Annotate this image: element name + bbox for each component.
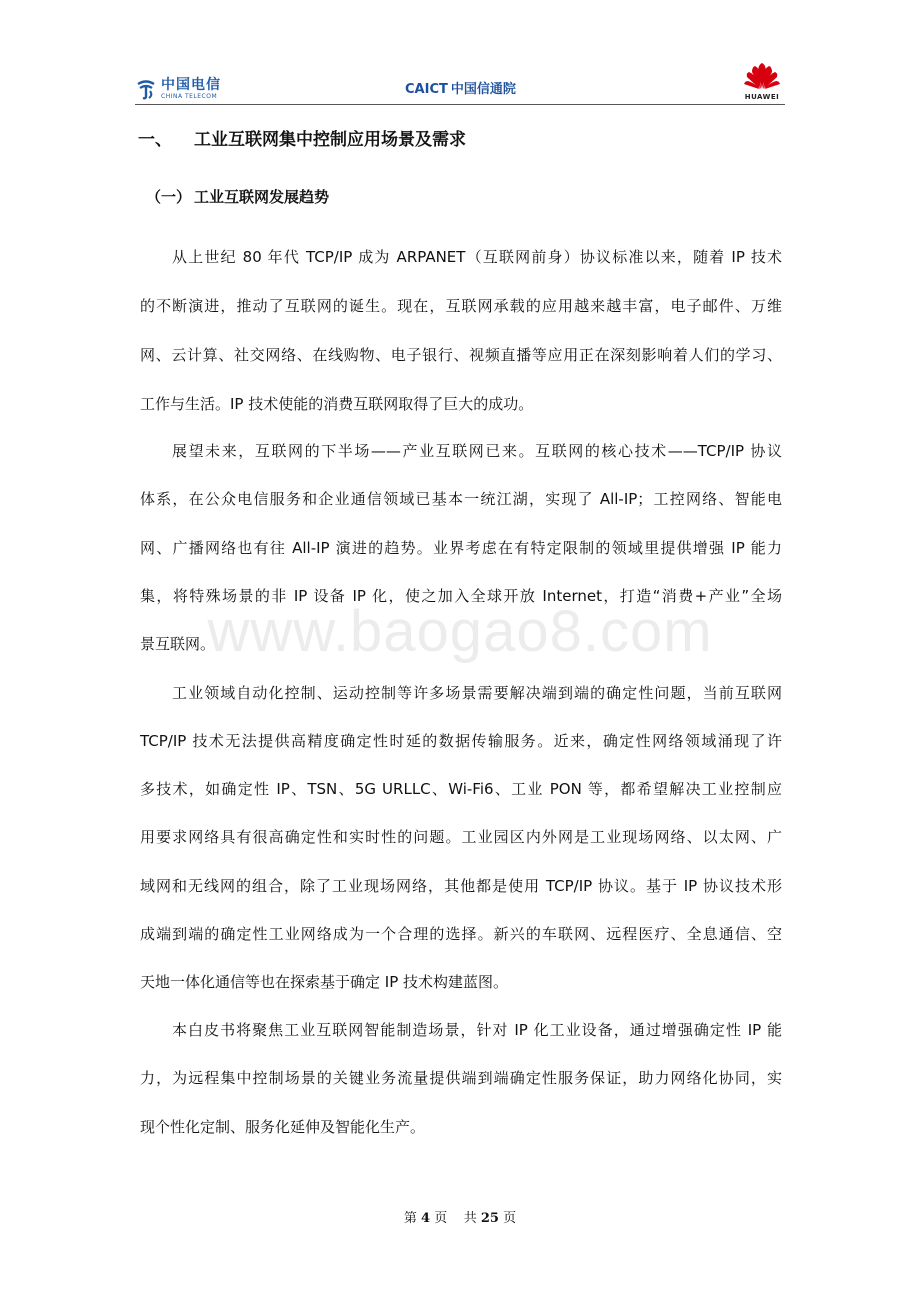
total-prefix: 共 <box>463 1211 477 1226</box>
paragraph-4-line: 现个性化定制、服务化延伸及智能化生产。 <box>140 1118 426 1136</box>
paragraph-3-line: 天地一体化通信等也在探索基于确定 IP 技术构建蓝图。 <box>140 973 509 991</box>
china-telecom-logo <box>135 76 221 102</box>
paragraph-4-line: 力，为远程集中控制场景的关键业务流量提供端到端确定性服务保证，助力网络化协同，实 <box>140 1069 782 1087</box>
page-footer <box>0 1207 920 1226</box>
page-suffix: 页 <box>434 1211 448 1226</box>
caict-logo <box>405 78 516 97</box>
huawei-text: HUAWEI <box>744 93 780 101</box>
section-heading <box>138 125 466 150</box>
huawei-petals-icon <box>744 62 780 90</box>
paragraph-1-line: 工作与生活。IP 技术使能的消费互联网取得了巨大的成功。 <box>140 395 534 413</box>
china-telecom-cn: 中国电信 <box>161 77 221 93</box>
subsection-heading <box>146 186 329 207</box>
caict-cn: 中国信通院 <box>450 82 516 97</box>
paragraph-4-line: 本白皮书将聚焦工业互联网智能制造场景，针对 IP 化工业设备，通过增强确定性 IP 能 <box>172 1021 782 1039</box>
paragraph-2-line: 集，将特殊场景的非 IP 设备 IP 化，使之加入全球开放 Internet，打造“消费+产业”全场 <box>140 587 782 605</box>
paragraph-3-line: 成端到端的确定性工业网络成为一个合理的选择。新兴的车联网、远程医疗、全息通信、空 <box>140 925 782 943</box>
china-telecom-mark-icon <box>135 78 157 100</box>
subsection-heading-text: 工业互联网发展趋势 <box>194 188 330 206</box>
page-prefix: 第 <box>403 1211 417 1226</box>
paragraph-1-line: 从上世纪 80 年代 TCP/IP 成为 ARPANET（互联网前身）协议标准以来，随着 IP 技术 <box>172 248 782 266</box>
page-number: 4 <box>421 1211 431 1226</box>
paragraph-3-line: TCP/IP 技术无法提供高精度确定性时延的数据传输服务。近来，确定性网络领域涌现了许 <box>140 732 782 750</box>
section-heading-text: 工业互联网集中控制应用场景及需求 <box>194 130 466 150</box>
header-divider <box>135 104 785 105</box>
china-telecom-en: CHINA TELECOM <box>161 93 218 100</box>
paragraph-2-line: 景互联网。 <box>140 635 216 653</box>
paragraph-3-line: 域网和无线网的组合，除了工业现场网络，其他都是使用 TCP/IP 协议。基于 IP 协议技术形 <box>140 877 782 895</box>
paragraph-1-line: 网、云计算、社交网络、在线购物、电子银行、视频直播等应用正在深刻影响着人们的学习、 <box>140 346 782 364</box>
section-heading-number: 一、 <box>138 130 172 150</box>
paragraph-2-line: 体系，在公众电信服务和企业通信领域已基本一统江湖，实现了 All-IP；工控网络、智能电 <box>140 490 782 508</box>
paragraph-3-line: 用要求网络具有很高确定性和实时性的问题。工业园区内外网是工业现场网络、以太网、广 <box>140 828 782 846</box>
page-header <box>135 62 785 104</box>
huawei-logo <box>742 62 782 101</box>
paragraph-1-line: 的不断演进，推动了互联网的诞生。现在，互联网承载的应用越来越丰富，电子邮件、万维 <box>140 297 782 315</box>
caict-en: CAICT <box>405 82 448 97</box>
total-suffix: 页 <box>503 1211 517 1226</box>
paragraph-2-line: 网、广播网络也有往 All-IP 演进的趋势。业界考虑在有特定限制的领域里提供增强 IP 能力 <box>140 539 782 557</box>
subsection-heading-number: （一） <box>146 188 192 206</box>
paragraph-3-line: 工业领域自动化控制、运动控制等许多场景需要解决端到端的确定性问题，当前互联网 <box>172 684 782 702</box>
paragraph-3-line: 多技术，如确定性 IP、TSN、5G URLLC、Wi-Fi6、工业 PON 等，都希望解决工业控制应 <box>140 780 782 798</box>
watermark: www.baogao8.com <box>207 599 713 664</box>
total-pages: 25 <box>480 1211 499 1226</box>
paragraph-2-line: 展望未来，互联网的下半场——产业互联网已来。互联网的核心技术——TCP/IP 协议 <box>172 442 782 460</box>
